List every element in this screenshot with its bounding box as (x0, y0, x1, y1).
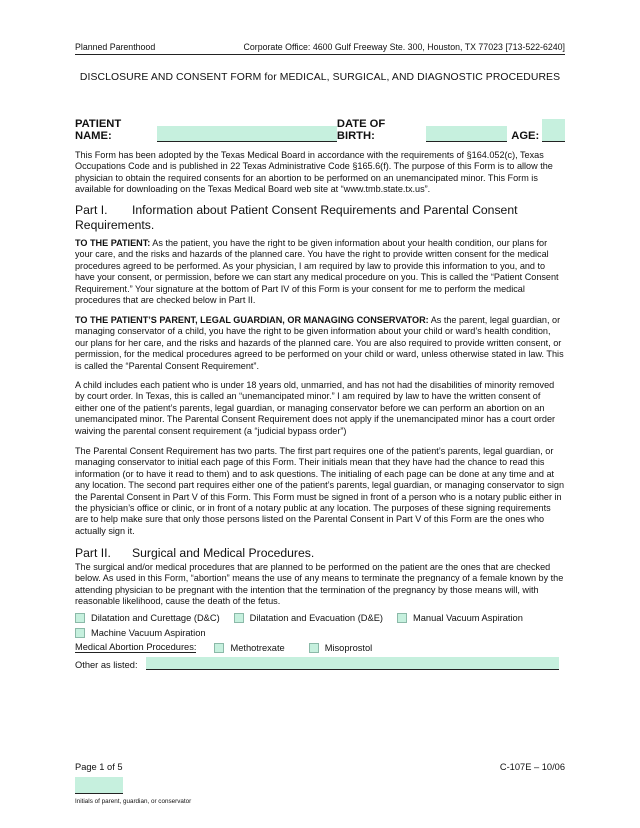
part1-title: Information about Patient Consent Requirements and Parental Consent Requirements. (75, 203, 518, 232)
header-org: Planned Parenthood (75, 42, 156, 52)
part2-heading (75, 546, 565, 561)
minor-paragraph: A child includes each patient who is under 18 years old, unmarried, and has not had the disabilities of minority removed by court order. In Texas, this is called an “unemancipated minor.” I am required by law to have the written consent of either one of the patient’s parents, legal guardian, or managing conservator before we can perform an abortion on an unemancipated minor. The Parental Consent Requirement does not apply if the unemancipated minor has a court order waiving the parental consent requirement (a “judicial bypass order”) (75, 380, 556, 436)
procedure-row-1 (75, 611, 565, 624)
patient-name-field[interactable] (157, 126, 337, 142)
form-page (75, 0, 565, 828)
to-parent-paragraph (75, 315, 565, 372)
checkbox[interactable] (75, 613, 85, 623)
option-methotrexate[interactable] (214, 643, 284, 653)
medical-procedures-label: Medical Abortion Procedures: (75, 642, 197, 652)
checkbox[interactable] (309, 643, 319, 653)
checkbox[interactable] (397, 613, 407, 623)
checkbox[interactable] (234, 613, 244, 623)
page-header (75, 42, 565, 55)
procedure-de-label: Dilatation and Evacuation (D&E) (249, 612, 383, 623)
methotrexate-label: Methotrexate (230, 642, 285, 653)
form-title: DISCLOSURE AND CONSENT FORM for MEDICAL, SURGICAL, AND DIAGNOSTIC PROCEDURES (79, 72, 561, 83)
intro-paragraph: This Form has been adopted by the Texas Medical Board in accordance with the requirements of §164.052(c), Texas Occupations Code and is published in 22 Texas Administrative Code §165.6(f). The purpose of this Form is to allow the physician to obtain the required consents for an abortion to be performed on an unemancipated minor. This Form is available for downloading on the Texas Medical Board web site at “www.tmb.state.tx.us”. (75, 150, 553, 195)
initials-field[interactable] (75, 777, 123, 794)
to-parent-text: As the parent, legal guardian, or managing conservator of a child, you have the right to be given information about your child or ward’s health condition, our plans for her care, and the risks and hazards of the planned care. You are also required to provide written consent, or permission, for the medical procedures agreed to be performed on your child or ward, unless otherwise stated in law. This is called the “Parental Consent Requirement”. (75, 315, 564, 371)
patient-info-row (75, 118, 565, 142)
part1-number: Part I. (75, 203, 108, 217)
form-code: C-107E – 10/06 (499, 762, 565, 772)
procedure-row-2 (75, 626, 565, 639)
to-patient-text: As the patient, you have the right to be given information about your health condition, our plans for your care, and the risks and hazards of the planned care. You have the right to provide written consent for the medical procedures agreed to be performed. As your physician, I am required by law to provide this information to you, and to have your consent, or permission, before we can start any medical procedure on you. This is called the “Patient Consent Requirement.” Your signature at the bottom of Part IV of this Form is your consent for me to perform the medical procedures that are checked below in Part II. (75, 238, 559, 306)
dob-field[interactable] (426, 126, 508, 142)
checkbox[interactable] (214, 643, 224, 653)
procedure-de[interactable] (234, 613, 383, 623)
misoprostol-label: Misoprostol (324, 642, 373, 653)
medical-procedures-row (75, 641, 565, 654)
procedure-dc-label: Dilatation and Curettage (D&C) (91, 612, 220, 623)
part1-heading (75, 203, 565, 232)
checkbox[interactable] (75, 628, 85, 638)
age-label: AGE: (511, 130, 540, 142)
option-misoprostol[interactable] (309, 643, 373, 653)
procedure-dc[interactable] (75, 613, 220, 623)
two-parts-paragraph: The Parental Consent Requirement has two parts. The first part requires one of the patient’s parents, legal guardian, or managing conservator to initial each page of this Form. Their initials mean that they have had the chance to read this information (or to have it read to them) and to ask questions. The initialing of each page can be done at any time and at any location. The second part requires either one of the patient’s parents, legal guardian, or managing conservator to sign the Parental Consent in Part V of this Form. This Form must be signed in front of a person who is a notary public either in the physician’s office or clinic, or in front of a notary public at any location. The purposes of these signing requirements are to help make sure that only those persons listed on the Parental Consent in Part V of this Form are the ones who actually sign it. (75, 446, 565, 536)
procedure-mva[interactable] (397, 613, 523, 623)
procedure-mva-label: Manual Vacuum Aspiration (413, 612, 523, 623)
part2-paragraph: The surgical and/or medical procedures that are planned to be performed on the patient are the ones that are checked below. As used in this Form, “abortion” means the use of any means to terminate the pregnancy of a female known by the attending physician to be pregnant with the intention that the termination of the pregnancy by those means will, with reasonable likelihood, cause the death of the fetus. (75, 562, 564, 607)
other-row (75, 656, 565, 670)
to-patient-paragraph (75, 238, 565, 306)
procedure-machine-va[interactable] (75, 628, 206, 638)
other-field[interactable] (146, 657, 559, 670)
other-label: Other as listed: (75, 660, 138, 670)
procedure-machine-va-label: Machine Vacuum Aspiration (91, 627, 206, 638)
initials-label: Initials of parent, guardian, or conservator (75, 798, 192, 805)
patient-name-label: PATIENT NAME: (75, 118, 122, 142)
to-parent-lead: TO THE PATIENT’S PARENT, LEGAL GUARDIAN, OR MANAGING CONSERVATOR: (75, 315, 429, 325)
part2-title: Surgical and Medical Procedures. (132, 546, 315, 560)
page-number: Page 1 of 5 (75, 762, 123, 772)
header-office: Corporate Office: 4600 Gulf Freeway Ste. 300, Houston, TX 77023 [713-522-6240] (243, 42, 565, 52)
age-field[interactable] (542, 119, 565, 142)
dob-label: DATE OF BIRTH: (336, 118, 386, 142)
part2-number: Part II. (75, 546, 111, 560)
to-patient-lead: TO THE PATIENT: (75, 238, 151, 248)
